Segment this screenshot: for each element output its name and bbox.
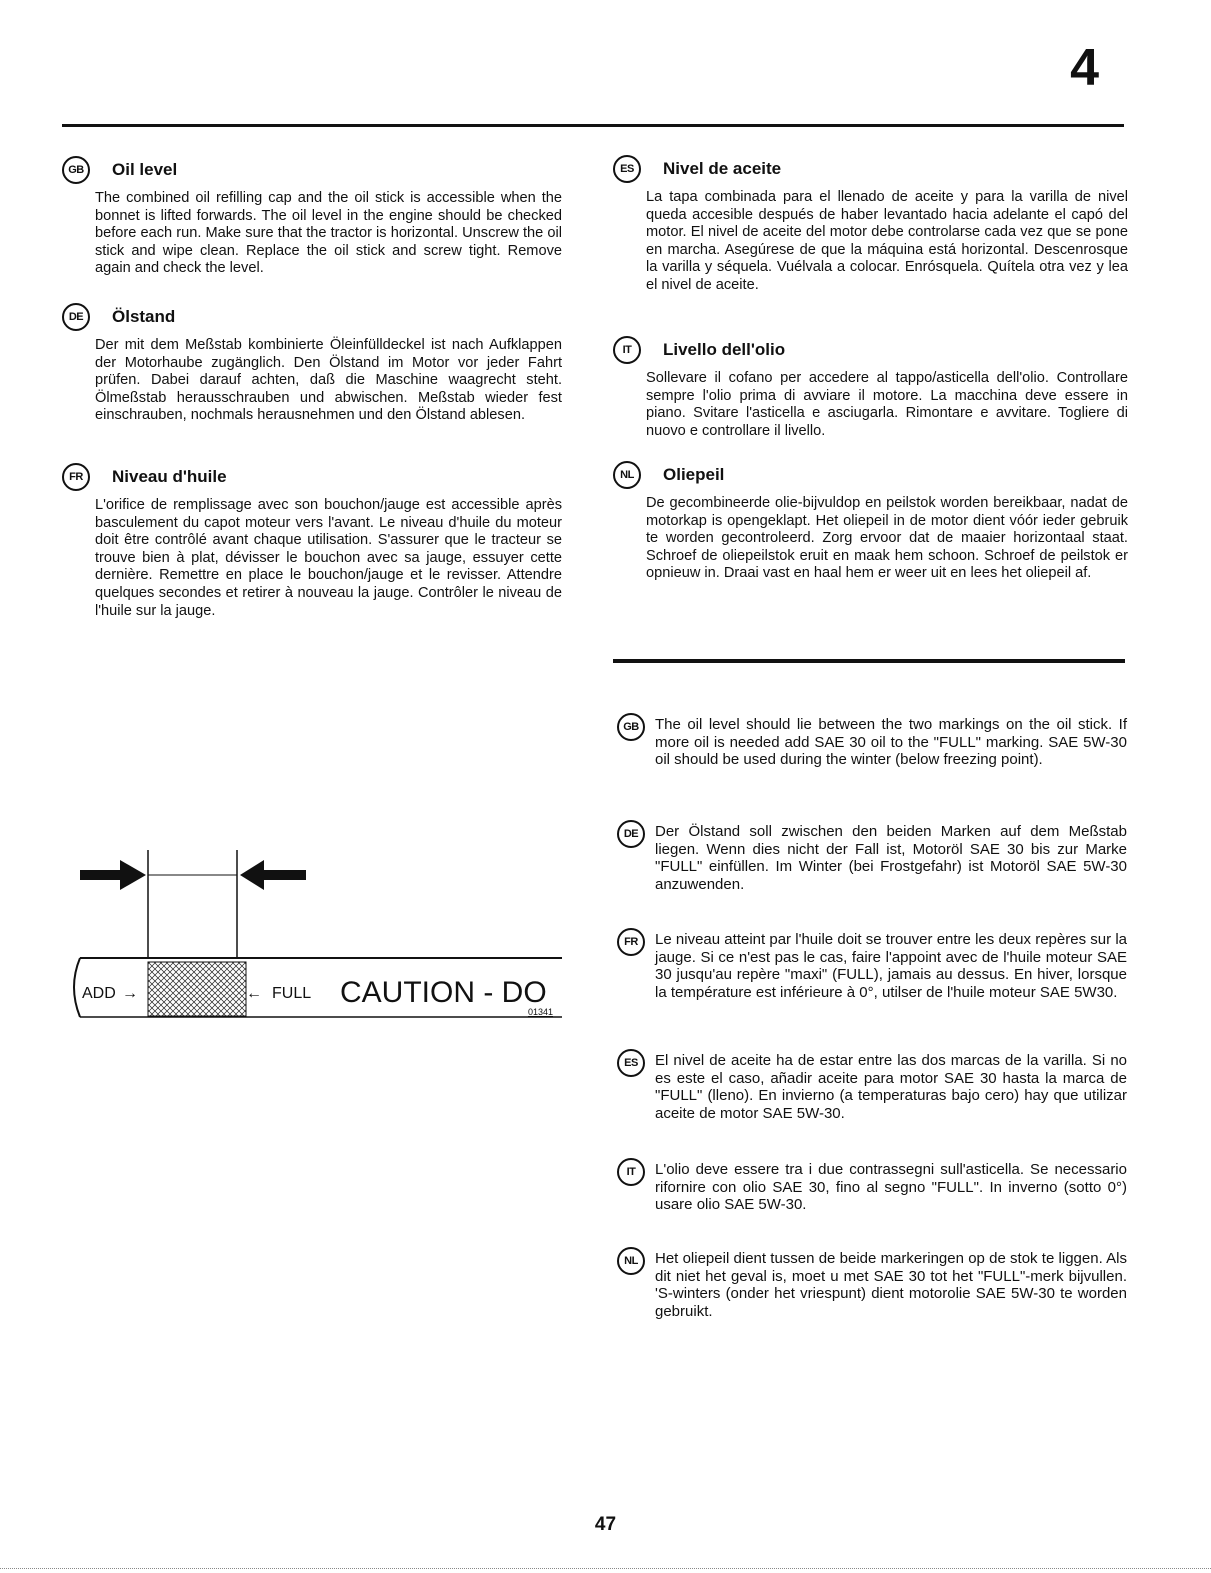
note-text: The oil level should lie between the two markings on the oil stick. If more oil is needed add SAE 30 oil to the "FULL" marking. SAE 5W-30 oil should be used during the winter (below freezing point). [655,716,1127,769]
lang-badge-it-icon: IT [613,336,641,364]
arrow-left-icon [240,860,306,890]
section-title: Niveau d'huile [112,467,227,486]
section-title: Ölstand [112,307,176,326]
section-nl-oliepeil [613,461,1128,583]
section-fr-niveau [62,463,562,620]
section-divider [613,659,1125,663]
section-title: Livello dell'olio [663,340,786,359]
chapter-number: 4 [1070,39,1099,97]
section-title: Oil level [112,160,178,179]
section-title: Oliepeil [663,465,725,484]
note-nl [617,1250,1127,1320]
section-it-livello [613,336,1128,440]
section-title: Nivel de aceite [663,159,782,178]
note-it [617,1161,1127,1214]
full-label: FULL [272,985,312,1002]
note-de [617,823,1127,893]
dipstick-illustration [62,840,568,1025]
lang-badge-es-icon: ES [613,155,641,183]
section-text: The combined oil refilling cap and the oil stick is accessible when the bonnet is lifted forwards. The oil level in the engine should be checked before each run. Make sure that the tractor is horizontal. Unscrew the oil stick and wipe clean. Replace the oil stick and screw tight. Remove again and check the level. [95,190,562,277]
add-label: ADD [82,985,116,1002]
note-text: Het oliepeil dient tussen de beide markeringen op de stok te liggen. Als dit niet het geval is, moet u met SAE 30 tot het "FULL"-merk bijvullen. 'S-winters (onder het vriespunt) dient motorolie SAE 5W-30 te worden gebruikt. [655,1250,1127,1320]
figure-code: 01341 [528,1007,554,1017]
lang-badge-es-icon: ES [617,1049,645,1077]
bottom-border [0,1568,1211,1569]
note-es [617,1052,1127,1122]
section-gb-oil-level [62,156,562,278]
svg-text:←: ← [246,985,262,1002]
caution-text: CAUTION - DO [340,976,547,1009]
lang-badge-fr-icon: FR [62,463,90,491]
section-text: La tapa combinada para el llenado de aceite y para la varilla de nivel queda accesible después de haber levantado hacia adelante el capó del motor. El nivel de aceite del motor debe controlarse cada vez que se pone en marcha. Asegúrese de que la máquina está horizontal. Descenrosque la varilla y séquela. Vuélvala a colocar. Enrósquela. Quítela otra vez y lea el nivel de aceite. [646,189,1128,293]
header-rule [62,124,1124,127]
note-text: L'olio deve essere tra i due contrassegni sull'asticella. Se necessario rifornire con olio SAE 30, fino al segno "FULL". In inverno (sotto 0°) usare olio SAE 5W-30. [655,1161,1127,1214]
note-text: El nivel de aceite ha de estar entre las dos marcas de la varilla. Si no es este el caso, añadir aceite para motor SAE 30 hasta la marca de "FULL" (lleno). En invierno (a temperaturas bajo cero) hay que utilizar aceite de motor SAE 5W-30. [655,1052,1127,1122]
section-text: Der mit dem Meßstab kombinierte Öleinfülldeckel ist nach Aufklappen der Motorhaube zugänglich. Den Ölstand im Motor vor jeder Fahrt prüfen. Dabei darauf achten, daß die Maschine waagrecht steht. Ölmeßstab herausschrauben und abwischen. Meßstab wieder fest einschrauben, nochmals herausnehmen und den Ölstand ablesen. [95,337,562,424]
lang-badge-gb-icon: GB [617,713,645,741]
page-number: 47 [594,1514,617,1535]
lang-badge-nl-icon: NL [617,1247,645,1275]
lang-badge-de-icon: DE [617,820,645,848]
svg-text:→: → [122,985,138,1002]
lang-badge-fr-icon: FR [617,928,645,956]
note-gb [617,716,1127,769]
note-text: Der Ölstand soll zwischen den beiden Marken auf dem Meßstab liegen. Wenn dies nicht der Fall ist, Motoröl SAE 30 bis zur Marke "FULL" einfüllen. Im Winter (bei Frostgefahr) ist Motoröl SAE 5W-30 anzuwenden. [655,823,1127,893]
section-text: De gecombineerde olie-bijvuldop en peilstok worden bereikbaar, nadat de motorkap is opengeklapt. Het oliepeil in de motor dient vóór ieder gebruik te worden gecontroleerd. Zorg ervoor dat de maaier horizontaal staat. Schroef de oliepeilstok eruit en maak hem schoon. Schroef de peilstok er opnieuw in. Draai vast en haal hem er weer uit en lees het oliepeil af. [646,495,1128,582]
section-text: Sollevare il cofano per accedere al tappo/asticella dell'olio. Controllare sempre l'olio prima di avviare il motore. La macchina deve essere in piano. Svitare l'asticella e asciugarla. Rimontare e avvitare. Togliere di nuovo e controllare il livello. [646,370,1128,439]
note-text: Le niveau atteint par l'huile doit se trouver entre les deux repères sur la jauge. Si ce n'est pas le cas, faire l'appoint avec de l'huile moteur SAE 30 jusqu'au repère "maxi" (FULL), jamais au dessus. En hiver, lorsque la température est inférieure à 0°, utilser de l'huile moteur SAE 5W30. [655,931,1127,1001]
lang-badge-de-icon: DE [62,303,90,331]
section-es-nivel [613,155,1128,295]
section-text: L'orifice de remplissage avec son bouchon/jauge est accessible après basculement du capot moteur vers l'avant. Le niveau d'huile du moteur doit être contrôlé avant chaque utilisation. S'assurer que le tracteur se trouve bien à plat, dévisser le bouchon avec sa jauge, essuyer cette dernière. Remettre en place le bouchon/jauge et le revisser. Attendre quelques secondes et retirer à nouveau la jauge. Contrôler le niveau de l'huile sur la jauge. [95,497,562,619]
section-de-olstand [62,303,562,425]
lang-badge-gb-icon: GB [62,156,90,184]
note-fr [617,931,1127,1001]
arrow-right-icon [80,860,146,890]
lang-badge-nl-icon: NL [613,461,641,489]
lang-badge-it-icon: IT [617,1158,645,1186]
